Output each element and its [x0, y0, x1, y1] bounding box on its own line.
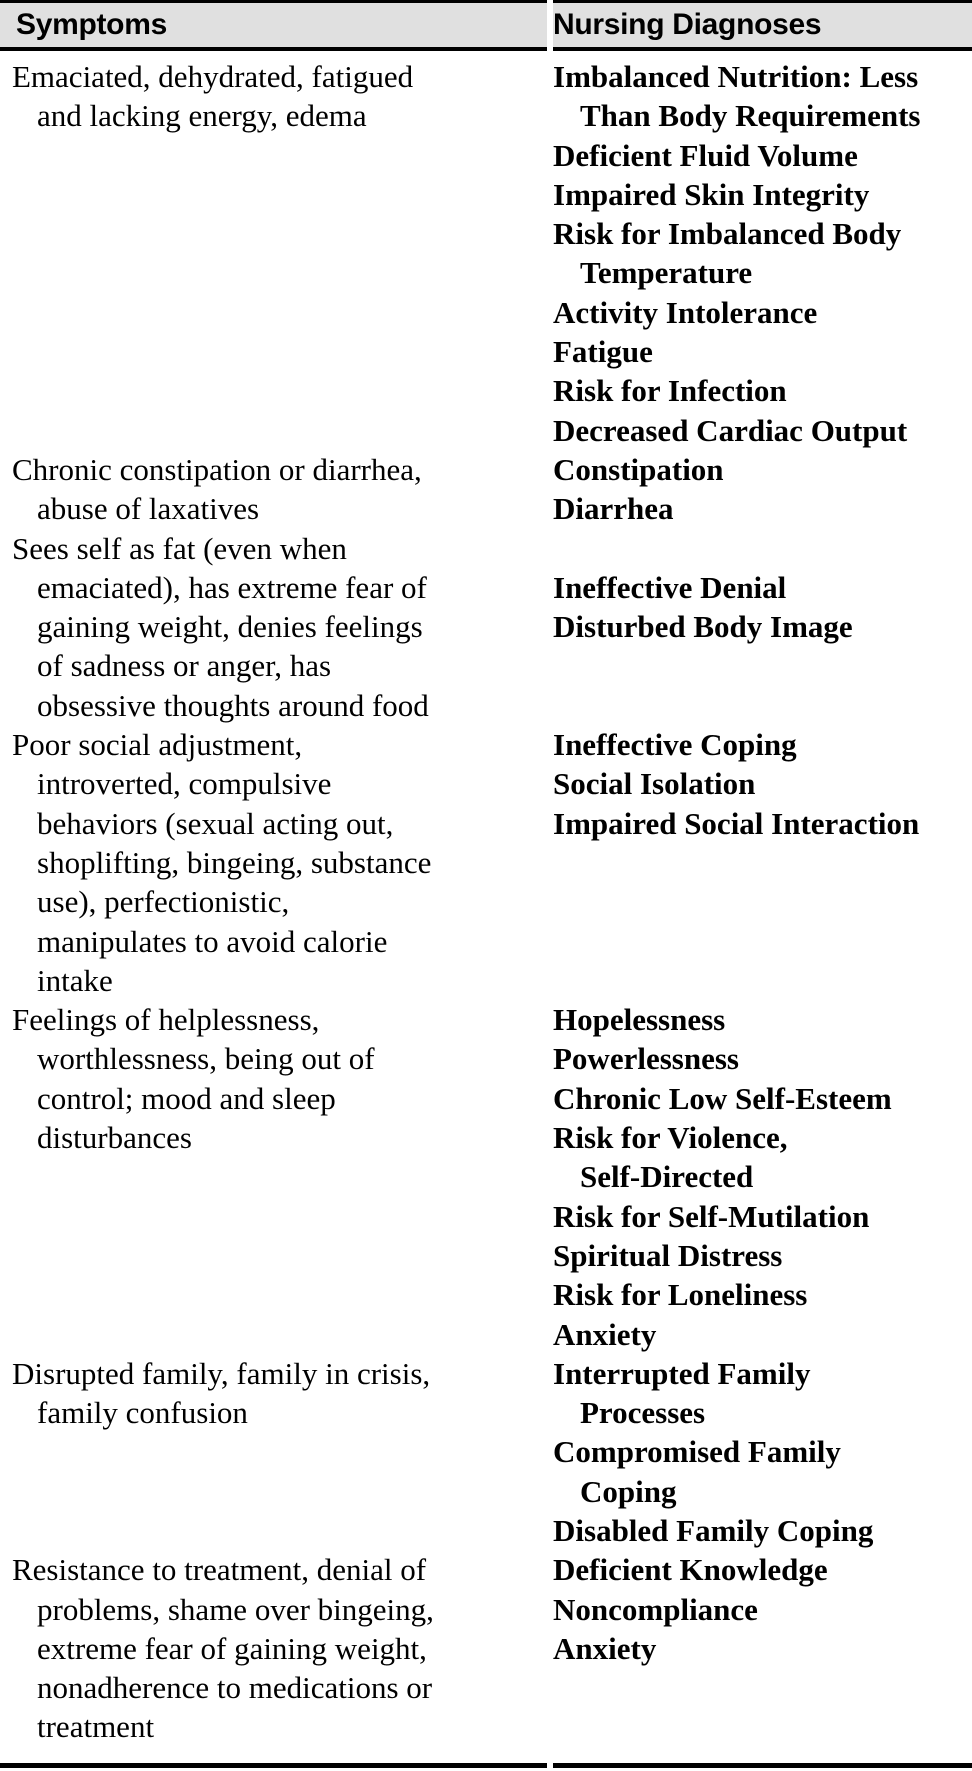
diagnosis-item: Disabled Family Coping	[553, 1512, 874, 1548]
diagnosis-item: Powerlessness	[553, 1041, 739, 1077]
diagnoses-cell	[553, 51, 972, 450]
diagnosis-item: Noncompliance	[553, 1591, 758, 1627]
diagnosis-item: Activity Intolerance	[553, 294, 818, 330]
diagnosis-item: Risk for Loneliness	[553, 1277, 808, 1313]
diagnosis-item: Risk for Infection	[553, 373, 787, 409]
diagnosis-item: Diarrhea	[553, 491, 674, 527]
symptom-text: Emaciated, dehydrated, fatigued and lacking energy, edema	[12, 59, 414, 134]
diagnosis-item: Disturbed Body Image	[553, 609, 853, 645]
diagnosis-item: Chronic Low Self‑Esteem	[553, 1080, 892, 1116]
diagnosis-item: Risk for Violence, Self‑Directed	[553, 1120, 788, 1195]
diagnosis-item: Risk for Self‑Mutilation	[553, 1198, 870, 1234]
diagnosis-item: Fatigue	[553, 334, 653, 370]
diagnoses-cell	[553, 1354, 972, 1550]
diagnoses-cell	[553, 529, 972, 725]
diagnosis-item: Deficient Fluid Volume	[553, 137, 858, 173]
diagnosis-item: Ineffective Coping	[553, 727, 797, 763]
diagnosis-item: Impaired Social Interaction	[553, 805, 920, 841]
symptoms-cell	[0, 725, 547, 1000]
diagnosis-item: Spiritual Distress	[553, 1237, 783, 1273]
diagnosis-item: Compromised Family Coping	[553, 1434, 841, 1509]
symptoms-cell	[0, 51, 547, 450]
symptom-text: Poor social adjustment, introverted, compulsive behaviors (sexual acting out, shoplifting, bingeing, substance use), perfectionistic, manipulates to avoid calorie intake	[12, 727, 432, 998]
symptoms-cell	[0, 1354, 547, 1550]
diagnosis-item: Imbalanced Nutrition: Less Than Body Requirements	[553, 59, 921, 134]
symptom-text: Feelings of helplessness, worthlessness, being out of control; mood and sleep disturbances	[12, 1002, 375, 1156]
symptom-text: Sees self as fat (even when emaciated), has extreme fear of gaining weight, denies feelings of sadness or anger, has obsessive thoughts around food	[12, 530, 429, 723]
diagnosis-item: Constipation	[553, 451, 724, 487]
symptoms-cell	[0, 450, 547, 529]
diagnosis-item: Decreased Cardiac Output	[553, 412, 908, 448]
diagnoses-cell	[553, 1550, 972, 1767]
column-header-nursing-diagnoses: Nursing Diagnoses	[553, 0, 972, 51]
diagnosis-item: Ineffective Denial	[553, 569, 787, 605]
diagnosis-item: Risk for Imbalanced Body Temperature	[553, 216, 902, 291]
diagnosis-item: Deficient Knowledge	[553, 1552, 828, 1588]
symptoms-cell	[0, 1000, 547, 1354]
diagnoses-cell	[553, 450, 972, 529]
diagnosis-item: Anxiety	[553, 1316, 657, 1352]
diagnosis-item: Social Isolation	[553, 766, 756, 802]
column-header-symptoms: Symptoms	[0, 0, 547, 51]
diagnoses-cell	[553, 725, 972, 1000]
symptom-text: Disrupted family, family in crisis, family confusion	[12, 1355, 431, 1431]
diagnosis-item: Interrupted Family Processes	[553, 1355, 811, 1431]
diagnoses-cell	[553, 1000, 972, 1354]
symptoms-cell	[0, 1550, 547, 1767]
diagnosis-item: Hopelessness	[553, 1002, 726, 1038]
symptom-text: Chronic constipation or diarrhea, abuse of laxatives	[12, 451, 422, 527]
symptom-text: Resistance to treatment, denial of problems, shame over bingeing, extreme fear of gaining weight, nonadherence to medications or treatment	[12, 1552, 434, 1745]
diagnosis-item: Anxiety	[553, 1630, 657, 1666]
symptoms-cell	[0, 529, 547, 725]
diagnosis-item: Impaired Skin Integrity	[553, 176, 870, 212]
